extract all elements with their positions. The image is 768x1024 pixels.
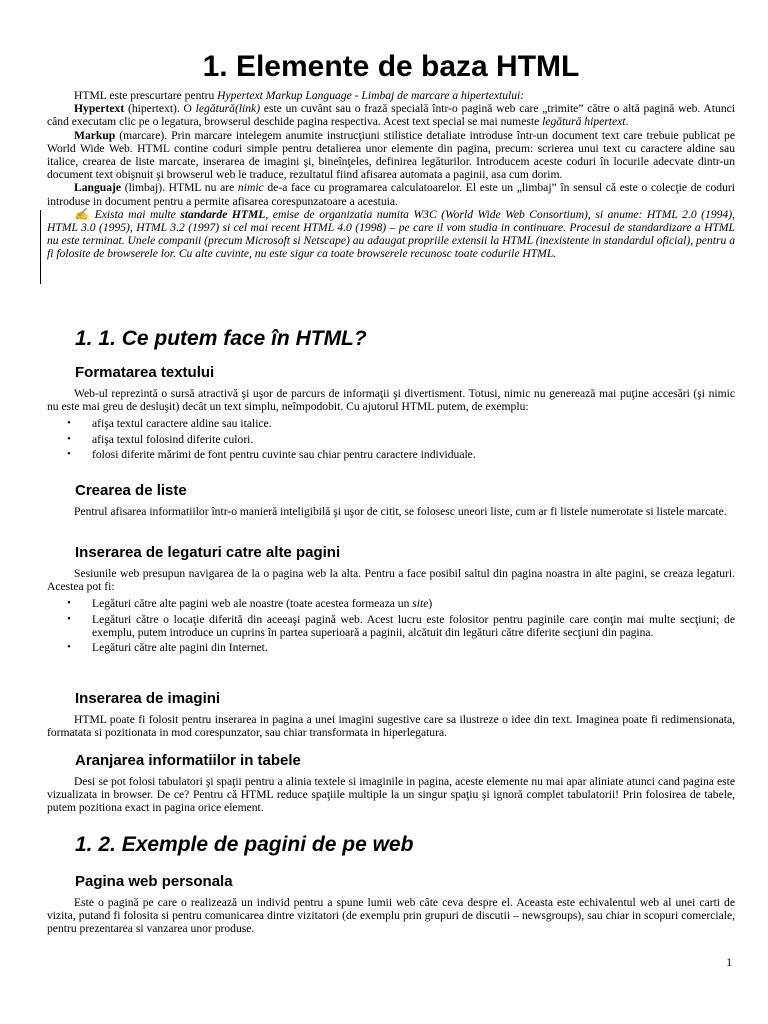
bullet-icon: • (67, 447, 71, 460)
imagini-section (47, 713, 735, 739)
liste-section (47, 505, 735, 518)
intro-paragraph-language: Languaje (limbaj). HTML nu are nimic de-a face cu programarea calculatoarelor. El este un „limbaj” în sensul că este o colecţie de coduri introduse in document pentru a permite afisarea corespunzatoare a acestuia. (47, 181, 735, 208)
term-hypertext: Hypertext (74, 102, 125, 116)
subheading-legaturi: Inserarea de legaturi catre alte pagini (75, 544, 341, 561)
formatare-list (47, 417, 735, 461)
subheading-formatare: Formatarea textului (75, 364, 215, 381)
liste-text: Pentrul afisarea informatiilor într-o manieră inteligibilă şi uşor de citit, se folosesc uneori liste, cum ar fi listele numerotate si listele marcate. (74, 505, 727, 518)
intro-paragraph-markup: Markup (marcare). Prin marcare intelegem anumite instrucţiuni stilistice detaliate introduse într-un document text care trebuie publicat pe World Wide Web. HTML contine coduri simple pentru detalierea unor elemente din pagina, precum: scrierea unui text cu caractere aldine sau italice, crearea de liste marcate, inserarea de imagini şi, bineînţeles, definirea legăturilor. Introducem aceste coduri în locurile adecvate dintr-un document text obişnuit şi browserul web le traduce, rezultatul fiind afisarea automata a paginii, asa cum dorim. (47, 128, 735, 182)
bullet-icon: • (67, 417, 71, 430)
note-margin-bar (40, 210, 41, 284)
list-item: • afişa textul folosind diferite culori. (67, 432, 254, 446)
section-heading-1-2: 1. 2. Exemple de pagini de pe web (75, 833, 414, 856)
list-item: • afişa textul caractere aldine sau italice. (67, 417, 272, 431)
formatare-text: Web-ul reprezintă o sursă atractivă şi uşor de parcurs de informaţii şi divertisment. Totusi, nimic nu generează mai puţine accesări (şi nimic nu este mai greu de desluşit) decât un text simplu, neîmpodobit. Cu ajutorul HTML putem, de exemplu: (47, 387, 735, 414)
subheading-tabele: Aranjarea informatiilor in tabele (75, 752, 301, 769)
subheading-imagini: Inserarea de imagini (75, 690, 221, 707)
list-item: • folosi diferite mărimi de font pentru cuvinte sau chiar pentru caractere individuale. (67, 447, 476, 461)
subheading-liste: Crearea de liste (75, 482, 187, 499)
formatare-section (47, 387, 735, 463)
tabele-section (47, 775, 735, 815)
tabele-text: Desi se pot folosi tabulatori şi spaţii pentru a alinia textele si imaginile in pagina, aceste elemente nu mai apar aliniate atunci cand pagina este vizualizata in browser. De ce? Pentru că HTML reduce spaţiile multiple la un singur spaţiu şi ignoră complet tabulatorii! Prin folosirea de tabele, putem pozitiona exact in pagina orice element. (47, 775, 735, 815)
pagina-personala-section (47, 896, 735, 936)
section-heading-1-1: 1. 1. Ce putem face în HTML? (75, 327, 367, 350)
legaturi-text: Sesiunile web presupun navigarea de la o pagina web la alta. Pentru a face posibil saltul din pagina noastra in alte pagini, se creaza legaturi. Acestea pot fi: (47, 567, 735, 594)
intro-paragraph-hypertext: Hypertext (hipertext). O legătură(link) este un cuvânt sau o frază specială într-o pagină web care „trimite” către o altă pagină web. Atunci când executam clic pe o legatura, browserul deschide pagina respectiva. Acest text special se mai numeste legătură hipertext. (47, 102, 735, 129)
page-number: 1 (726, 956, 732, 969)
page-title: 1. Elemente de baza HTML (202, 50, 580, 83)
intro-paragraph-1: HTML este prescurtare pentru Hypertext Markup Language - Limbaj de marcare a hipertextului: (74, 89, 525, 102)
list-item: • Legături către alte pagini din Internet. (67, 641, 268, 655)
list-item: • Legături către o locaţie diferită din aceeaşi pagină web. Acest lucru este folositor pentru paginile care conţin mai multe secţiuni; de exemplu, putem introduce un cuprins în partea superioară a paginii, alcătuit din legături către diferite secţiuni din pagina. (67, 612, 735, 639)
legaturi-section (47, 567, 735, 656)
list-item: • Legături către alte pagini web ale noastre (toate acestea formeaza un site) (67, 597, 433, 611)
writing-hand-icon: ✍ (74, 207, 91, 221)
standards-note: ✍ Exista mai multe standarde HTML, emise de organizatia numita W3C (World Wide Web Consortium), si anume: HTML 2.0 (1994), HTML 3.0 (1995), HTML 3.2 (1997) si cel mai recent HTML 4.0 (1998) – pe care il vom studia in continuare. Procesul de standardizare a HTML nu este terminat. Unele companii (precum Microsoft si Netscape) au adaugat propriile extensii la HTML (inexistente in standardul oficial), pentru a fi folosite de browserele lor. Cu alte cuvinte, nu este sigur ca toate browserele recunosc toate codurile HTML. (47, 208, 735, 261)
legaturi-list (47, 597, 735, 654)
intro-section (47, 89, 735, 261)
bullet-icon: • (67, 597, 71, 610)
bullet-icon: • (67, 641, 71, 654)
term-markup: Markup (74, 128, 116, 142)
pagina-personala-text: Este o pagină pe care o realizează un individ pentru a spune lumii web câte ceva despre el. Aceasta este echivalentul web al unei carti de vizita, putand fi folosita si pentru comunicarea dintre vizitatori (de exemplu prin grupuri de discutii – newsgroups), sau chiar in scopuri comerciale, pentru prezentarea si vanzarea unor produse. (47, 896, 735, 936)
subheading-pagina-personala: Pagina web personala (75, 873, 233, 890)
imagini-text: HTML poate fi folosit pentru inserarea in pagina a unei imagini sugestive care sa ilustreze o idee din text. Imaginea poate fi redimensionata, formatata si pozitionata in mod corespunzator, sau chiar transformata in hiperlegatura. (47, 713, 735, 740)
bullet-icon: • (67, 612, 71, 625)
term-language: Languaje (74, 181, 122, 195)
bullet-icon: • (67, 432, 71, 445)
